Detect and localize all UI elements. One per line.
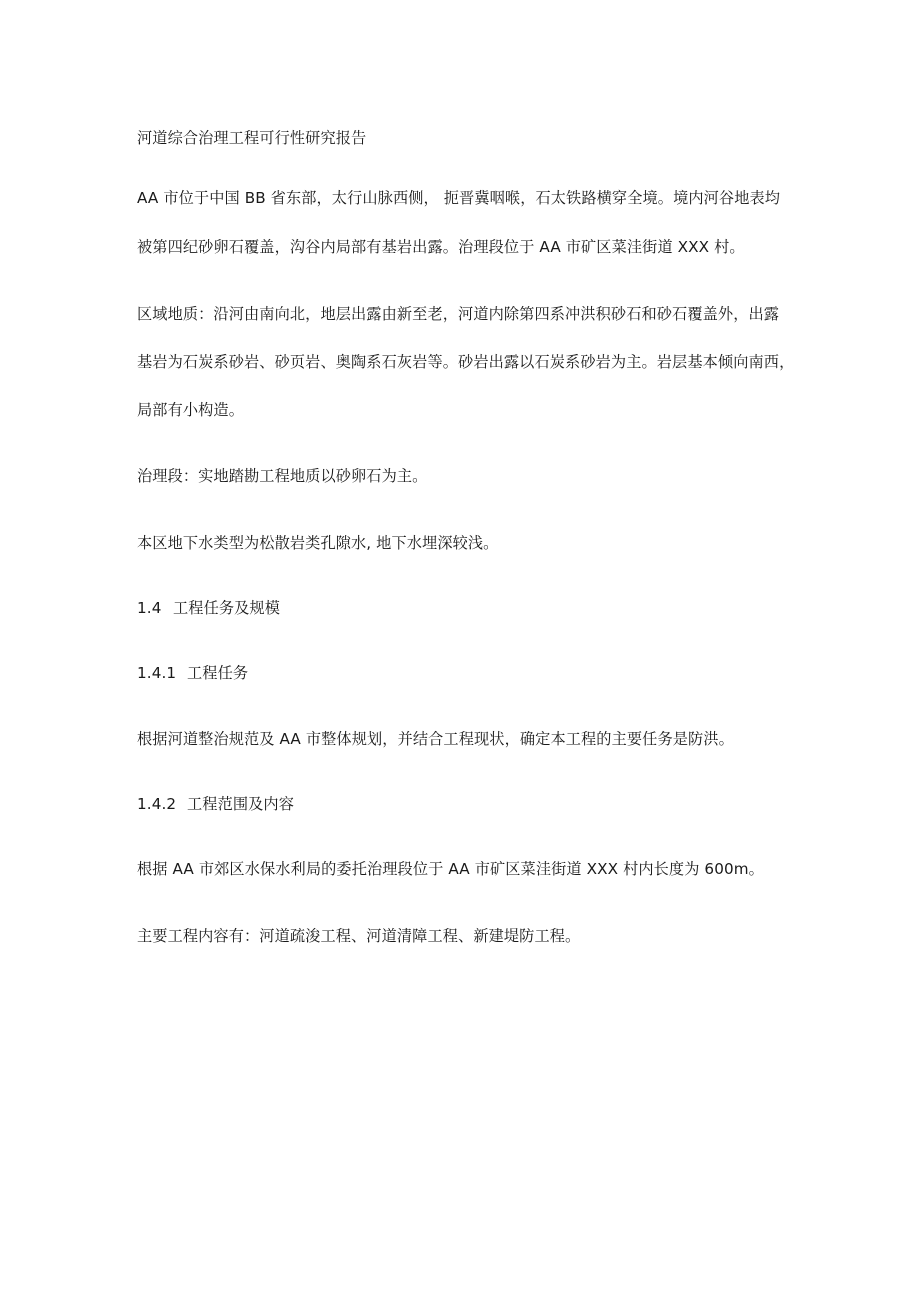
- paragraph-geology-line-2: 基岩为石炭系砂岩、砂页岩、奥陶系石灰岩等。砂岩出露以石炭系砂岩为主。岩层基本倾向南西，: [137, 353, 795, 371]
- section-heading-1-4-1: [137, 663, 248, 683]
- section-title: 工程任务及规模: [173, 599, 281, 617]
- section-number: 1.4.1: [137, 664, 177, 682]
- paragraph-treatment-section: 治理段：实地踏勘工程地质以砂卵石为主。: [137, 467, 428, 485]
- section-title: 工程范围及内容: [187, 795, 295, 813]
- document-title: 河道综合治理工程可行性研究报告: [137, 129, 367, 147]
- paragraph-project-scope: 根据 AA 市郊区水保水利局的委托治理段位于 AA 市矿区菜洼街道 XXX 村内长度为 600m。: [137, 860, 764, 878]
- paragraph-location-line-2: 被第四纪砂卵石覆盖，沟谷内局部有基岩出露。治理段位于 AA 市矿区菜洼街道 XXX 村。: [137, 238, 745, 256]
- paragraph-main-works: 主要工程内容有：河道疏浚工程、河道清障工程、新建堤防工程。: [137, 927, 581, 945]
- section-heading-1-4-2: [137, 794, 294, 814]
- paragraph-geology-line-3: 局部有小构造。: [137, 401, 245, 419]
- section-number: 1.4.2: [137, 795, 177, 813]
- paragraph-geology-line-1: 区域地质：沿河由南向北，地层出露由新至老，河道内除第四系冲洪积砂石和砂石覆盖外，出露: [137, 305, 780, 323]
- paragraph-location-line-1: AA 市位于中国 BB 省东部，太行山脉西侧， 扼晋冀咽喉，石太铁路横穿全境。境内河谷地表均: [137, 189, 781, 207]
- section-title: 工程任务: [187, 664, 249, 682]
- section-heading-1-4: [137, 598, 280, 618]
- paragraph-project-tasks: 根据河道整治规范及 AA 市整体规划，并结合工程现状，确定本工程的主要任务是防洪。: [137, 730, 734, 748]
- section-number: 1.4: [137, 599, 162, 617]
- paragraph-groundwater: 本区地下水类型为松散岩类孔隙水, 地下水埋深较浅。: [137, 534, 499, 552]
